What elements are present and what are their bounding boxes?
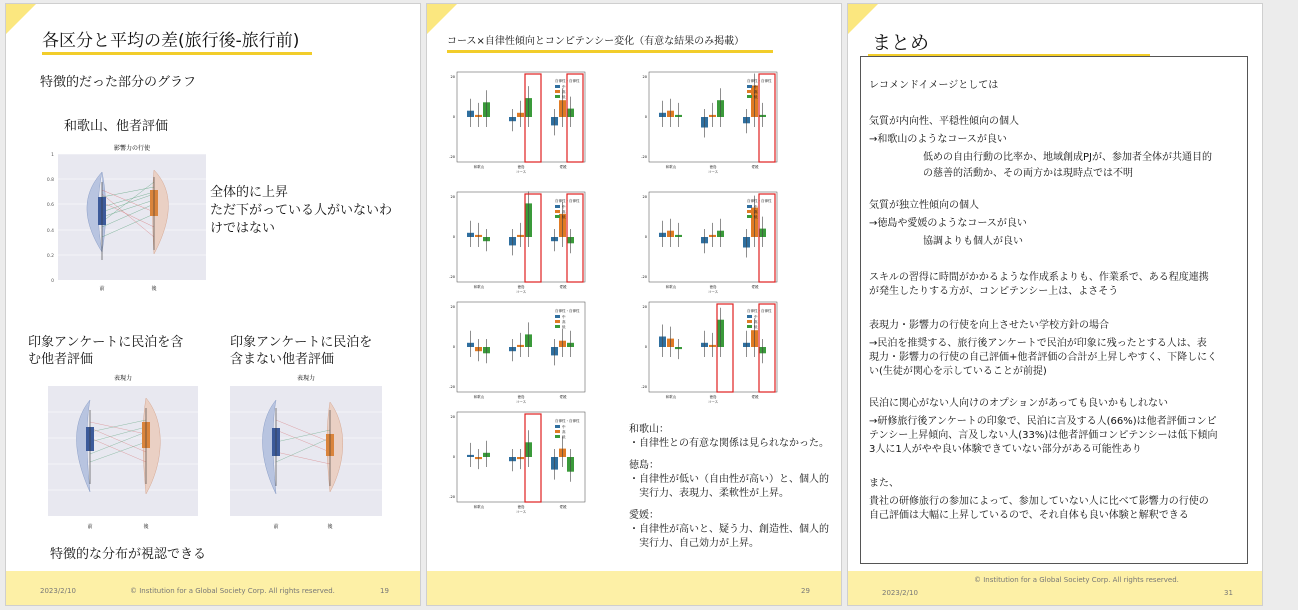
svg-text:1: 1 — [51, 153, 54, 158]
x-axis-label: コース — [707, 400, 719, 404]
x-tick-label: 愛媛 — [751, 285, 759, 289]
bar-panel — [449, 412, 585, 514]
footer — [427, 571, 841, 605]
note-ehime-body-1: ・自律性が高いと、疑う力、創造性、個人的 — [629, 524, 829, 535]
svg-text:後: 後 — [151, 286, 157, 292]
summary-line: 3人に1人がやや良い体験できていない部分がある可能性あり — [869, 444, 1142, 455]
summary-line: 現力・影響力の行使の自己評価+他者評価の合計が上昇しやすく、下降しにく — [869, 352, 1218, 363]
corner-decoration — [427, 4, 457, 34]
x-tick-label: 和歌山 — [665, 285, 677, 289]
x-tick-label: 徳島 — [709, 285, 717, 289]
y-tick-label: 20 — [642, 75, 647, 79]
bar-panel — [449, 302, 585, 404]
legend-swatch — [555, 210, 560, 213]
x-tick-label: 徳島 — [517, 165, 525, 169]
note-wakayama-body: ・自律性との有意な関係は見られなかった。 — [629, 438, 829, 449]
legend-swatch — [555, 95, 560, 98]
slide-29 — [426, 3, 842, 606]
footer-copyright: © Institution for a Global Society Corp. All rights reserved. — [130, 587, 335, 595]
page-number: 31 — [1224, 589, 1233, 597]
corner-decoration — [6, 4, 36, 34]
legend-title: 自律性・自律性 — [555, 79, 580, 83]
y-tick-label: -20 — [449, 495, 455, 499]
y-tick-label: -20 — [449, 385, 455, 389]
y-tick-label: 20 — [450, 415, 455, 419]
summary-line: →和歌山のようなコースが良い — [869, 134, 1007, 145]
legend-swatch — [555, 435, 560, 438]
x-tick-label: 徳島 — [709, 395, 717, 399]
legend-label: 低 — [754, 215, 758, 219]
note-line-2: ただ下がっている人がいないわ — [210, 203, 393, 218]
y-tick-label: 0 — [644, 345, 647, 349]
svg-text:後: 後 — [327, 524, 333, 530]
note-ehime-heading: 愛媛： — [629, 510, 659, 521]
legend-title: 自律性・自律性 — [555, 419, 580, 423]
note-ehime-body-2: 実行力、自己効力が上昇。 — [629, 538, 759, 549]
legend-swatch — [555, 90, 560, 93]
x-tick-label: 徳島 — [517, 395, 525, 399]
svg-text:前: 前 — [99, 286, 105, 292]
legend-swatch — [747, 315, 752, 318]
legend-title: 自律性・自律性 — [555, 309, 580, 313]
note-line-1: 全体的に上昇 — [210, 185, 289, 200]
y-tick-label: -20 — [449, 275, 455, 279]
summary-line: 表現力・影響力の行使を向上させたい学校方針の場合 — [869, 320, 1109, 331]
slide-31 — [847, 3, 1263, 606]
legend-title: 自律性・自律性 — [747, 309, 772, 313]
summary-line: また、 — [869, 478, 899, 489]
slide-title: 各区分と平均の差(旅行後-旅行前) — [42, 31, 300, 51]
legend-swatch — [747, 205, 752, 208]
legend-label: 中 — [754, 85, 758, 89]
y-tick-label: 20 — [450, 195, 455, 199]
legend-swatch — [555, 215, 560, 218]
legend-label: 低 — [562, 95, 566, 99]
label-right-1: 印象アンケートに民泊を — [230, 335, 373, 350]
summary-line: 自己評価は大幅に上昇しているので、それ自体も良い体験と解釈できる — [869, 510, 1189, 521]
legend-label: 高 — [562, 320, 566, 324]
summary-line: →民泊を推奨する、旅行後アンケートで民泊が印象に残ったとする人は、表 — [869, 338, 1207, 349]
x-tick-label: 和歌山 — [473, 395, 485, 399]
legend-swatch — [747, 85, 752, 88]
legend-swatch — [747, 210, 752, 213]
x-tick-label: 徳島 — [709, 165, 717, 169]
chart2-title: 表現力 — [113, 375, 133, 382]
y-tick-label: 20 — [642, 305, 647, 309]
legend-swatch — [555, 430, 560, 433]
chart3-title: 表現力 — [296, 375, 316, 382]
y-tick-label: -20 — [641, 275, 647, 279]
summary-line: →研修旅行後アンケートの印象で、民泊に言及する人(66%)は他者評価コンピ — [869, 416, 1217, 427]
legend-label: 中 — [562, 315, 566, 319]
violin-chart-expression-with-homestay — [28, 372, 208, 532]
legend-swatch — [555, 320, 560, 323]
bar-panel — [641, 302, 777, 404]
note-tokushima-body-1: ・自律性が低い（自由性が高い）と、個人的 — [629, 474, 829, 485]
slide-subtitle: 特徴的だった部分のグラフ — [40, 75, 197, 90]
legend-label: 低 — [562, 215, 566, 219]
y-tick-label: 0 — [452, 115, 455, 119]
svg-text:前: 前 — [273, 524, 279, 530]
svg-text:0.2: 0.2 — [46, 254, 54, 259]
page-number: 29 — [801, 587, 810, 595]
summary-line: スキルの習得に時間がかかるような作成系よりも、作業系で、ある程度連携 — [869, 272, 1209, 283]
note-tokushima-heading: 徳島： — [629, 460, 659, 471]
slide-title: コース×自律性傾向とコンピテンシー変化（有意な結果のみ掲載） — [447, 36, 745, 47]
x-axis-label: コース — [707, 290, 719, 294]
x-tick-label: 徳島 — [517, 285, 525, 289]
x-axis-label: コース — [515, 510, 527, 514]
x-tick-label: 愛媛 — [751, 165, 759, 169]
footer-date: 2023/2/10 — [882, 589, 918, 597]
legend-label: 中 — [562, 205, 566, 209]
legend-label: 低 — [754, 95, 758, 99]
x-tick-label: 愛媛 — [559, 395, 567, 399]
y-tick-label: -20 — [641, 385, 647, 389]
y-tick-label: 0 — [452, 345, 455, 349]
label-left-2: む他者評価 — [28, 352, 94, 367]
legend-label: 高 — [754, 320, 758, 324]
y-tick-label: 20 — [642, 195, 647, 199]
legend-swatch — [747, 215, 752, 218]
summary-line: レコメンドイメージとしては — [869, 80, 999, 91]
summary-line: い(生徒が関心を示していることが前提) — [869, 366, 1047, 377]
legend-swatch — [747, 320, 752, 323]
footer-date: 2023/2/10 — [40, 587, 76, 595]
legend-label: 低 — [754, 325, 758, 329]
section-heading: 和歌山、他者評価 — [64, 119, 169, 134]
svg-text:前: 前 — [87, 524, 93, 530]
y-tick-label: 0 — [644, 235, 647, 239]
x-axis-label: コース — [515, 400, 527, 404]
legend-label: 中 — [754, 205, 758, 209]
legend-swatch — [555, 325, 560, 328]
svg-text:後: 後 — [143, 524, 149, 530]
legend-label: 高 — [562, 90, 566, 94]
x-axis-label: コース — [515, 290, 527, 294]
note-tokushima-body-2: 実行力、表現力、柔軟性が上昇。 — [629, 488, 789, 499]
summary-line: テンシー上昇傾向、言及しない人(33%)は他者評価コンピテンシーは低下傾向 — [869, 430, 1218, 441]
legend-title: 自律性・自律性 — [555, 199, 580, 203]
legend-title: 自律性・自律性 — [747, 79, 772, 83]
legend-label: 低 — [562, 435, 566, 439]
label-right-2: 含まない他者評価 — [230, 352, 335, 367]
summary-line: 気質が内向性、平穏性傾向の個人 — [869, 116, 1019, 127]
y-tick-label: 20 — [450, 305, 455, 309]
chart1-title: 影響力の行使 — [113, 145, 151, 152]
summary-line: 協調よりも個人が良い — [923, 236, 1023, 247]
legend-label: 高 — [562, 430, 566, 434]
bottom-note: 特徴的な分布が視認できる — [50, 547, 207, 562]
legend-label: 高 — [754, 210, 758, 214]
x-tick-label: 愛媛 — [559, 285, 567, 289]
slide-19 — [5, 3, 421, 606]
y-tick-label: 0 — [452, 235, 455, 239]
legend-swatch — [555, 205, 560, 208]
title-underline — [42, 52, 312, 55]
x-tick-label: 愛媛 — [751, 395, 759, 399]
bar-panel — [449, 72, 585, 174]
x-axis-label: コース — [515, 170, 527, 174]
legend-title: 自律性・自律性 — [747, 199, 772, 203]
summary-line: →徳島や愛媛のようなコースが良い — [869, 218, 1027, 229]
x-tick-label: 和歌山 — [473, 505, 485, 509]
legend-swatch — [555, 315, 560, 318]
summary-line: 気質が独立性傾向の個人 — [869, 200, 979, 211]
violin-chart-influence — [36, 142, 211, 294]
summary-line: の慈善的活動か、その両方かは現時点では不明 — [923, 168, 1133, 179]
y-tick-label: 0 — [644, 115, 647, 119]
summary-line: が発生したりする方が、コンピテンシー上は、よさそう — [869, 286, 1119, 297]
note-line-3: けではない — [210, 221, 276, 236]
legend-swatch — [747, 325, 752, 328]
legend-label: 高 — [562, 210, 566, 214]
legend-label: 高 — [754, 90, 758, 94]
legend-label: 中 — [754, 315, 758, 319]
x-tick-label: 和歌山 — [665, 165, 677, 169]
legend-label: 中 — [562, 85, 566, 89]
bar-panel — [641, 72, 777, 174]
svg-text:0.8: 0.8 — [46, 178, 54, 183]
legend-swatch — [747, 90, 752, 93]
bar-panel — [641, 192, 777, 294]
x-tick-label: 和歌山 — [473, 285, 485, 289]
summary-line: 貴社の研修旅行の参加によって、参加していない人に比べて影響力の行使の — [869, 496, 1209, 507]
y-tick-label: -20 — [449, 155, 455, 159]
page-number: 19 — [380, 587, 389, 595]
svg-text:0: 0 — [51, 279, 54, 284]
x-tick-label: 愛媛 — [559, 165, 567, 169]
y-tick-label: 0 — [452, 455, 455, 459]
x-axis-label: コース — [707, 170, 719, 174]
title-underline — [447, 50, 773, 53]
svg-text:0.6: 0.6 — [46, 203, 54, 208]
legend-label: 低 — [562, 325, 566, 329]
bar-panel — [449, 191, 585, 294]
legend-swatch — [747, 95, 752, 98]
footer-copyright: © Institution for a Global Society Corp. All rights reserved. — [974, 576, 1179, 584]
svg-text:0.4: 0.4 — [46, 229, 54, 234]
y-tick-label: 20 — [450, 75, 455, 79]
slide-title: まとめ — [872, 32, 930, 54]
x-tick-label: 和歌山 — [473, 165, 485, 169]
summary-box — [860, 56, 1248, 564]
label-left-1: 印象アンケートに民泊を含 — [28, 335, 184, 350]
x-tick-label: 徳島 — [517, 505, 525, 509]
legend-swatch — [555, 85, 560, 88]
violin-chart-expression-without-homestay — [218, 372, 398, 532]
x-tick-label: 和歌山 — [665, 395, 677, 399]
summary-line: 民泊に関心がない人向けのオプションがあっても良いかもしれない — [869, 398, 1168, 409]
note-wakayama-heading: 和歌山： — [629, 424, 669, 435]
legend-label: 中 — [562, 425, 566, 429]
x-tick-label: 愛媛 — [559, 505, 567, 509]
legend-swatch — [555, 425, 560, 428]
summary-line: 低めの自由行動の比率か、地域創成PJが、参加者全体が共通目的 — [923, 152, 1212, 163]
y-tick-label: -20 — [641, 155, 647, 159]
